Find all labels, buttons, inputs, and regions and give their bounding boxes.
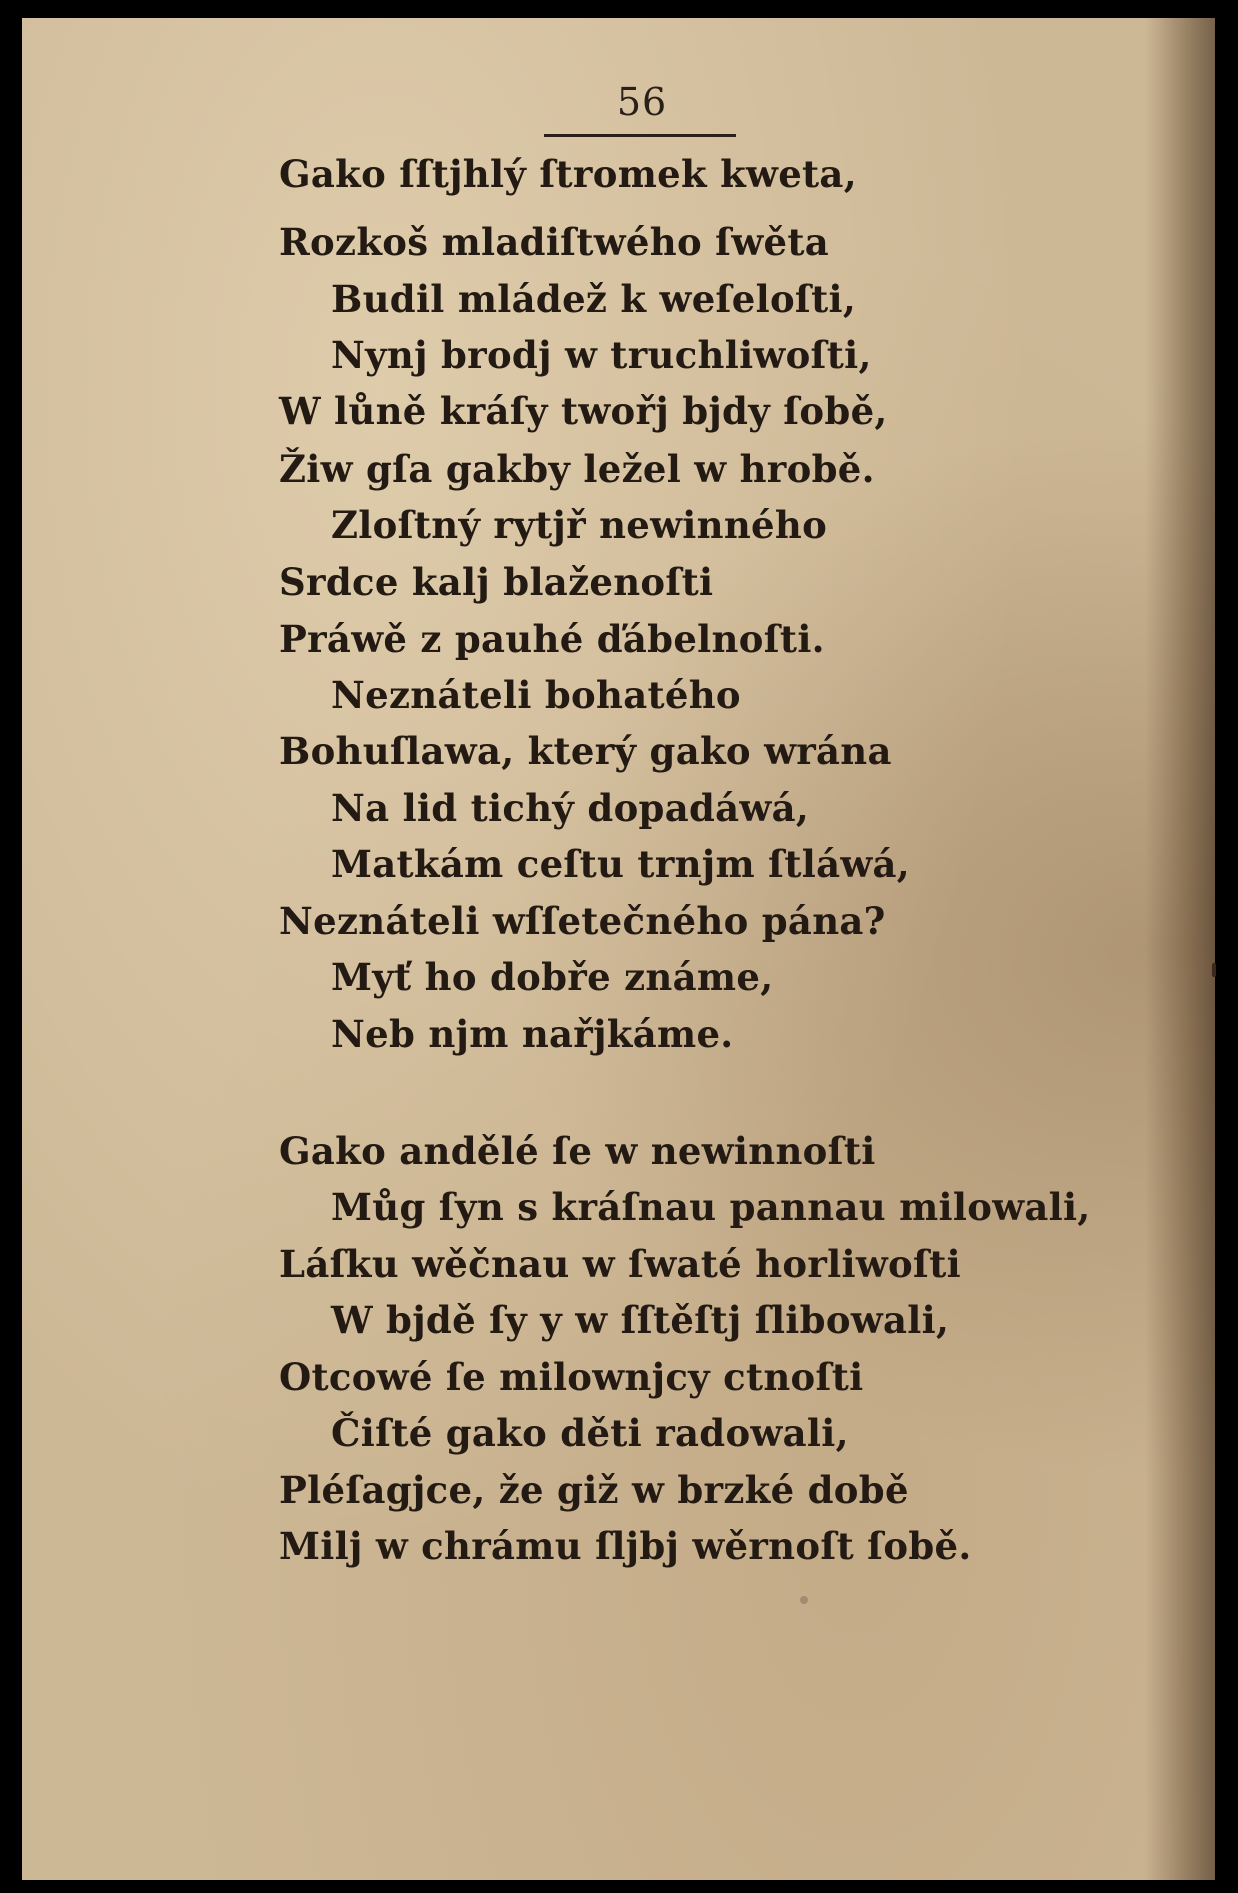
page-paper [22, 18, 1215, 1880]
poem-line: Čiſté gako děti radowali, [331, 1411, 849, 1455]
poem-line: Otcowé ſe milownjcy ctnoſti [279, 1355, 864, 1399]
poem-line: Neznáteli wſſetečného pána? [279, 899, 886, 943]
ink-stain [800, 1596, 808, 1604]
poem-line: Nynj brodj w truchliwoſti, [331, 333, 872, 377]
poem-line: Láſku wěčnau w ſwaté horliwoſti [279, 1242, 961, 1286]
spine-mark [1212, 963, 1216, 977]
poem-line: Neznáteli bohatého [331, 673, 741, 717]
poem-line: Můg ſyn s kráſnau pannau milowali, [331, 1185, 1091, 1229]
poem-line: Milj w chrámu ſljbj wěrnoſt ſobě. [279, 1524, 972, 1568]
poem-line: Na lid tichý dopadáwá, [331, 786, 810, 830]
spine-shadow [1145, 18, 1215, 1880]
poem-line: Budil mládež k weſeloſti, [331, 277, 857, 321]
header-rule [544, 134, 736, 137]
poem-line: Práwě z pauhé ďábelnoſti. [279, 617, 825, 661]
poem-line: Rozkoš mladiſtwého ſwěta [279, 220, 830, 264]
poem-line: Pléſagjce, že giž w brzké době [279, 1468, 909, 1512]
poem-line: Matkám ceſtu trnjm ſtláwá, [331, 842, 910, 886]
poem-line: Myť ho dobře známe, [331, 955, 774, 999]
poem-line: Zloſtný rytjř newinného [331, 503, 828, 547]
poem-line: Neb njm nařjkáme. [331, 1012, 734, 1056]
poem-line: Srdce kalj blaženoſti [279, 560, 714, 604]
page-number: 56 [616, 80, 668, 124]
poem-line: Bohuſlawa, který gako wrána [279, 729, 892, 773]
poem-line: W bjdě ſy y w ſſtěſtj ſlibowali, [331, 1298, 950, 1342]
poem-line: Žiw gſa gakby ležel w hrobě. [279, 447, 875, 491]
poem-line: W lůně kráſy twořj bjdy ſobě, [279, 389, 888, 433]
poem-line: Gako andělé ſe w newinnoſti [279, 1129, 876, 1173]
poem-line: Gako ſſtjhlý ſtromek kweta, [279, 152, 857, 196]
